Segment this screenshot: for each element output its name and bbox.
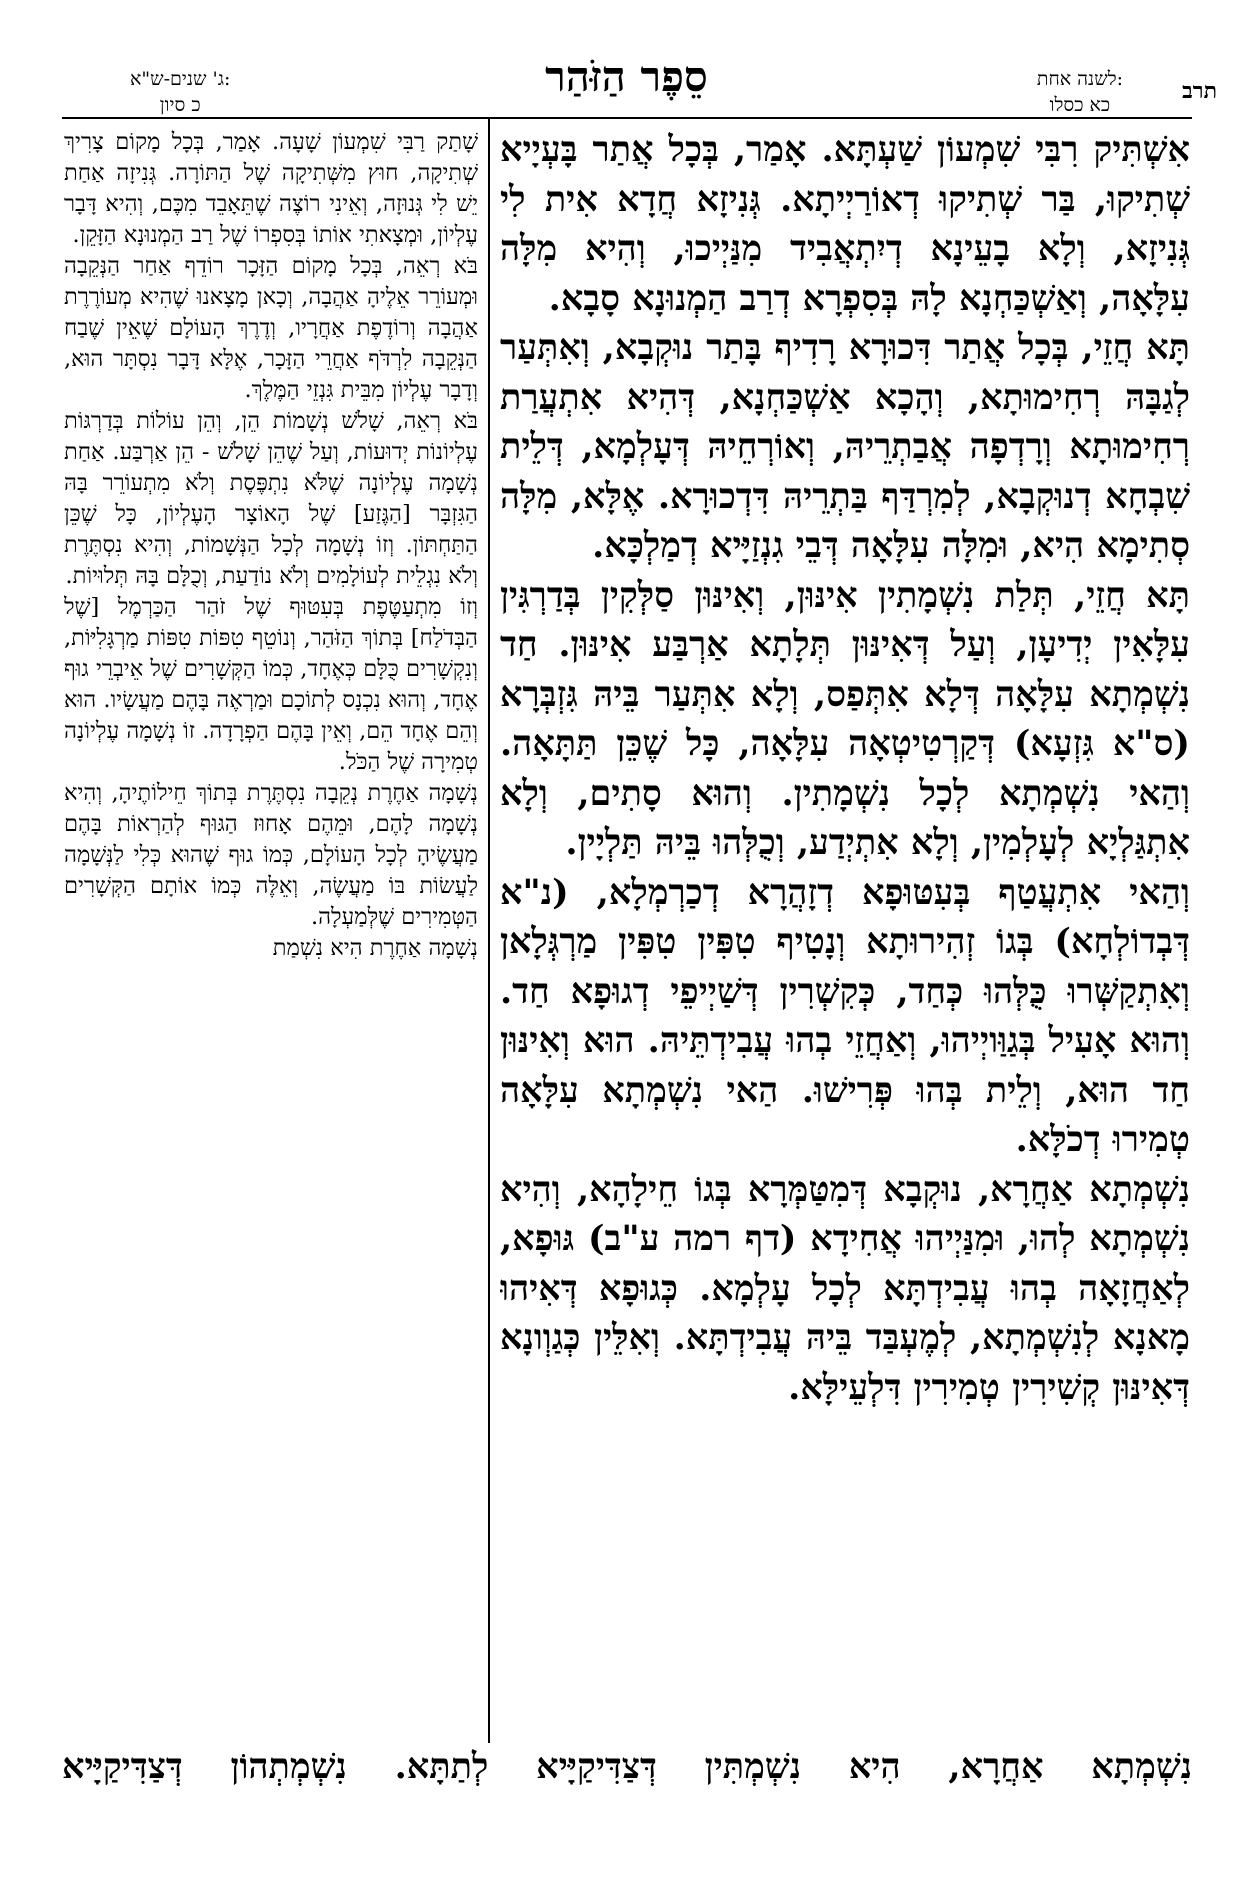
aramaic-text-column [500,125,1190,1735]
translation-paragraph: בֹּא רְאֵה, שָׁלֹשׁ נְשָׁמוֹת הֵן, וְהֵן עוֹלוֹת בְּדַרְגּוֹת עֶלְיוֹנוֹת יְדוּעוֹת, וְעַל שֶׁהֵן שָׁלֹשׁ - הֵן אַרְבַּע. אַחַת נְשָׁמָה עֶלְיוֹנָה שֶׁלֹּא נִתְפֶּסֶת וְלֹא מִתְעוֹרֵר בָּהּ הַגִּזְבָּר [הַגֶּזַע] שֶׁל הָאוֹצָר הָעֶלְיוֹן, כָּל שֶׁכֵּן הַתַּחְתּוֹן. וְזוֹ נְשָׁמָה לְכָל הַנְּשָׁמוֹת, וְהִיא נִסְתֶּרֶת וְלֹא נִגְלֵית לְעוֹלָמִים וְלֹא נוֹדַעַת, וְכֻלָּם בָּהּ תְּלוּיוֹת. [64,408,478,589]
schedule-label: לשנה אחת: [1036,68,1123,90]
page-header [0,0,1253,116]
schedule-date: כא כסלו [1049,94,1111,116]
column-divider [488,118,490,1743]
text-paragraph: תָּא חֲזֵי, תְּלַת נִשְׁמָתִין אִינּוּן, וְאִינּוּן סַלְּקִין בְּדַרְגִּין עִלָּאִין יְדִיעָן, וְעַל דְּאִינּוּן תְּלָתָא אַרְבַּע אִינּוּן. חַד נִשְׁמְתָא עִלָּאָה דְּלָא אִתְּפַס, וְלָא אִתְּעַר בֵּיהּ גִּזְבְּרָא (ס"א גִּזְעָא) דְּקַרְטִיטְאָה עִלָּאָה, כָּל שֶׁכֵּן תַּתָּאָה. וְהַאי נִשְׁמְתָא לְכָל נִשְׁמָתִין. וְהוּא סָתִים, וְלָא אִתְגַּלְיָא לְעָלְמִין, וְלָא אִתְיְדַע, וְכֻלְּהוּ בֵּיהּ תַּלְיָין. [500,574,1190,863]
hebrew-translation-column [64,127,478,1739]
schedule-label: ג' שנים-ש"א: [130,68,231,90]
translation-paragraph: נְשָׁמָה אַחֶרֶת נְקֵבָה נִסְתֶּרֶת בְּתוֹךְ חֵילוֹתֶיהָ, וְהִיא נְשָׁמָה לָהֶם, וּמֵהֶם אָחוּז הַגּוּף לְהַרְאוֹת בָּהֶם מַעֲשֶׂיהָ לְכָל הָעוֹלָם, כְּמוֹ גוּף שֶׁהוּא כְּלִי לַנְּשָׁמָה לַעֲשׂוֹת בּוֹ מַעֲשֶׂה, וְאֵלֶּה כְּמוֹ אוֹתָם הַקְּשָׁרִים הַטְּמִירִים שֶׁלְּמַעְלָה. [64,780,478,930]
translation-paragraph: שָׁתַק רַבִּי שִׁמְעוֹן שָׁעָה. אָמַר, בְּכָל מָקוֹם צָרִיךְ שְׁתִיקָה, חוּץ מִשְּׁתִיקָה שֶׁל הַתּוֹרָה. גְּנִיזָה אַחַת יֵשׁ לִי גְּנוּזָה, וְאֵינִי רוֹצֶה שֶׁתֵּאָבֵד מִכֶּם, וְהִיא דָּבָר עֶלְיוֹן, וּמְצָאתִי אוֹתוֹ בְּסִפְרוֹ שֶׁל רַב הַמְנוּנָא הַזָּקֵן. [64,129,478,248]
text-paragraph: נִשְׁמְתָא אַחֲרָא, נוּקְבָא דְּמִטַּמְּרָא בְּגוֹ חֵילָהָא, וְהִיא נִשְׁמְתָא לְהוּ, וּמִנַּיְיהוּ אֲחִידָא (דף רמה ע"ב) גּוּפָא, לְאַחֲזָאָה בְהוּ עֲבִידְתָּא לְכָל עָלְמָא. כְּגוּפָא דְּאִיהוּ מָאנָא לְנִשְׁמְתָא, לְמֶעְבַּד בֵּיהּ עֲבִידְתָּא. וְאִלֵּין כְּגַוְונָא דְּאִינּוּן קְשִׁירִין טְמִירִין דִּלְעֵילָּא. [500,1168,1190,1408]
text-paragraph: תָּא חֲזֵי, בְּכָל אֲתַר דִּכוּרָא רָדִיף בָּתַר נוּקְבָא, וְאִתְּעַר לְגַבָּהּ רְחִימוּתָא, וְהָכָא אַשְׁכַּחְנָא, דְּהִיא אִתְעֲרַת רְחִימוּתָא וְרָדְפָה אֲבַתְרֵיהּ, וְאוֹרְחֵיהּ דְּעָלְמָא, דְּלֵית שִׁבְחָא דְנוּקְבָא, לְמִרְדַּף בַּתְרֵיהּ דִּדְכוּרָא. אֶלָּא, מִלָּה סְתִימָא הִיא, וּמִלָּה עִלָּאָה דְּבֵי גִנְזַיָּיא דְמַלְכָּא. [500,327,1190,566]
header-divider [62,117,1192,119]
text-paragraph: וְהַאי אִתְעֲטַף בְּעִטּוּפָא דְזָהֲרָא דְכַרְמְלָא, (נ"א דְּבְדוֹלְחָא) בְּגוֹ זְהִירוּתָא וְנָטִיף טִפִּין טִפִּין מַרְגְּלָאן וְאִתְקַשְּׁרוּ כֻּלְּהוּ כְּחַד, כְּקִשְׁרִין דְּשַׁיְיפֵי דְגוּפָא חַד. וְהוּא אָעִיל בְּגַוַּויְיהוּ, וְאַחֲזֵי בְהוּ עֲבִידְתֵּיהּ. הוּא וְאִינּוּן חַד הוּא, וְלֵית בְּהוּ פְּרִישׁוּ. הַאי נִשְׁמְתָא עִלָּאָה טְמִירוּ דְכֹלָּא. [500,871,1190,1160]
translation-paragraph: נְשָׁמָה אַחֶרֶת הִיא נִשְׁמַת [272,935,478,961]
text-paragraph: אִשְׁתִּיק רִבִּי שִׁמְעוֹן שַׁעְתָּא. אָמַר, בְּכָל אֲתַר בָּעְיָיא שְׁתִיקוּ, בַּר שְׁתִיקוּ דְאוֹרַיְיתָא. גְּנִיזָא חֲדָא אִית לִי גְּנִיזָא, וְלָא בָעֵינָא דְיִתְאֲבִיד מִנַּיְיכוּ, וְהִיא מִלָּה עִלָּאָה, וְאַשְׁכַּחְנָא לָהּ בְּסִפְרָא דְרַב הַמְנוּנָא סָבָא. [500,129,1190,319]
continuation-line: נִשְׁמְתָא אַחֲרָא, הִיא נִשְׁמְתִּין דְּצַדִּיקַיָּיא לְתַתָּא. נִשְׁמְתְהוֹן דְּצַדִּיקַיָּיא [62,1746,1192,1787]
schedule-date: כ סיון [159,94,201,116]
study-schedule-three-year [130,66,230,118]
page-number: תרב [1182,78,1217,104]
book-title: סֵפֶר הַזֹּהַר [545,52,708,101]
translation-paragraph: וְזוֹ מִתְעַטֶּפֶת בְּעִטּוּף שֶׁל זֹהַר הַכַּרְמֶל [שֶׁל הַבְּדֹלַח] בְּתוֹךְ הַזֹּהַר, וְנוֹטֵף טִפּוֹת טִפּוֹת מַרְגָּלִיּוֹת, וְנִקְשָׁרִים כֻּלָּם כְּאֶחָד, כְּמוֹ הַקְּשָׁרִים שֶׁל אֵיבְרֵי גוּף אֶחָד, וְהוּא נִכְנָס לְתוֹכָם וּמַרְאֶה בָּהֶם מַעֲשָׂיו. הוּא וְהֵם אֶחָד הֵם, וְאֵין בָּהֶם הַפְרָדָה. זוֹ נְשָׁמָה עֶלְיוֹנָה טְמִירָה שֶׁל הַכֹּל. [64,594,478,775]
translation-paragraph: בֹּא רְאֵה, בְּכָל מָקוֹם הַזָּכָר רוֹדֵף אַחַר הַנְּקֵבָה וּמְעוֹרֵר אֵלֶיהָ אַהֲבָה, וְכָאן מָצָאנוּ שֶׁהִיא מְעוֹרֶרֶת אַהֲבָה וְרוֹדֶפֶת אַחֲרָיו, וְדֶרֶךְ הָעוֹלָם שֶׁאֵין שֶׁבַח הַנְּקֵבָה לִרְדֹּף אַחֲרֵי הַזָּכָר, אֶלָּא דָּבָר נִסְתָּר הוּא, וְדָבָר עֶלְיוֹן מִבֵּית גִּנְזֵי הַמֶּלֶךְ. [64,253,478,403]
